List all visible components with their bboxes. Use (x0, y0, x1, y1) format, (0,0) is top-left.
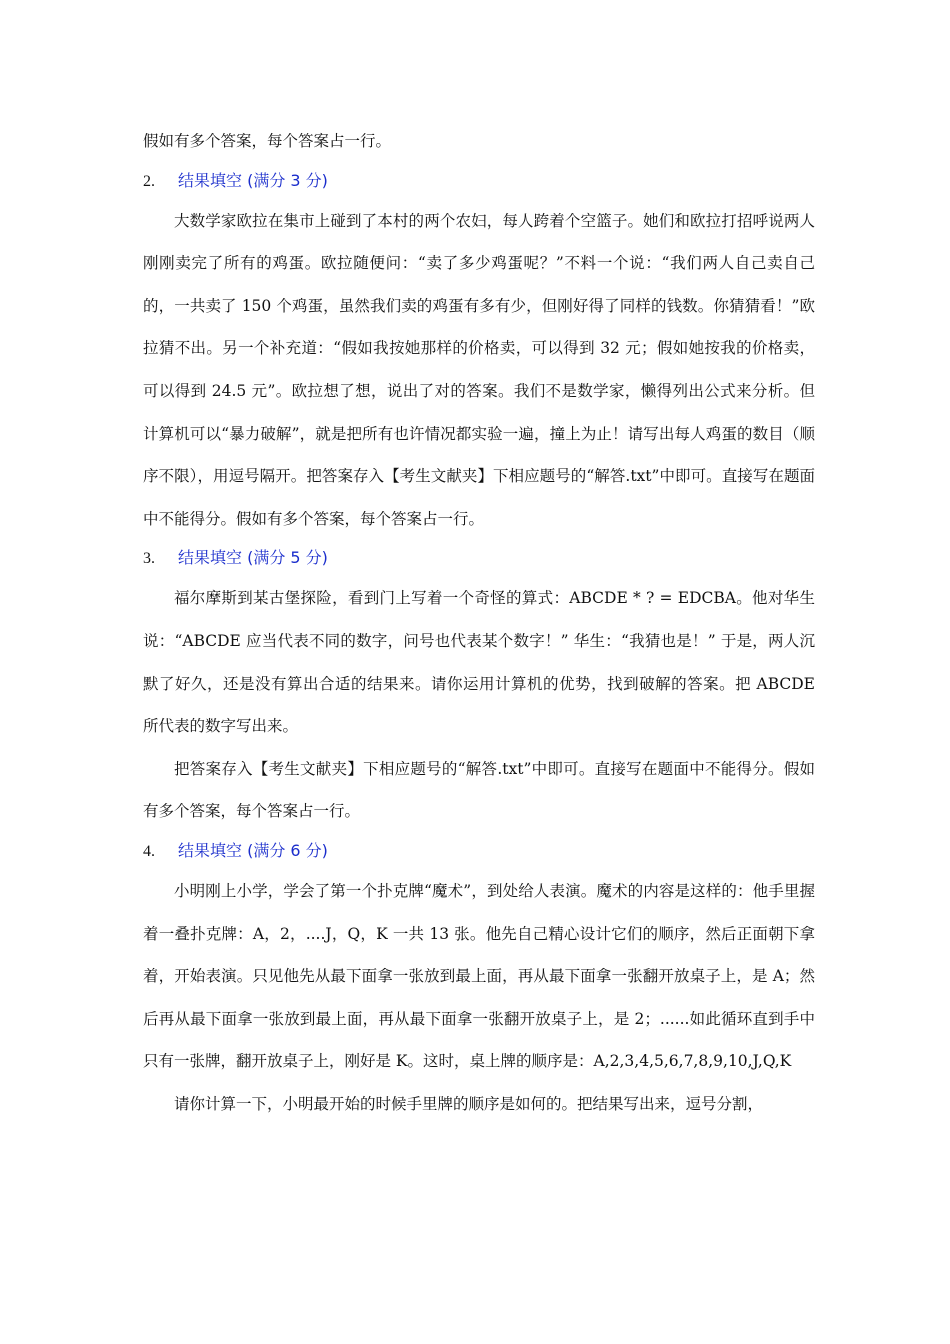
question-title: 结果填空 (满分 6 分) (178, 840, 328, 860)
question-3-heading (143, 540, 815, 577)
question-title: 结果填空 (满分 3 分) (178, 170, 328, 190)
question-title: 结果填空 (满分 5 分) (178, 548, 328, 568)
paragraph-intro-tail: 假如有多个答案，每个答案占一行。 (143, 132, 392, 150)
question-4-text: 小明刚上小学，学会了第一个扑克牌“魔术”，到处给人表演。魔术的内容是这样的：他手里握着一叠扑克牌：A，2，....J，Q，K 一共 13 张。他先自己精心设计它们的顺序，然后正面朝下拿着，开始表演。只见他先从最下面拿一张放到最上面，再从最下面拿一张翻开放桌子上，是 A；然后再从最下面拿一张放到最上面，再从最下面拿一张翻开放桌子上，是 2；......如此循环直到手中只有一张牌，翻开放桌子上，刚好是 K。这时，桌上牌的顺序是：A,2,3,4,5,6,7,8,9,10,J,Q,K (143, 881, 815, 1071)
question-3-instructions: 把答案存入【考生文献夹】下相应题号的“解答.txt”中即可。直接写在题面中不能得分。假如有多个答案，每个答案占一行。 (143, 759, 815, 821)
question-number: 3. (143, 550, 155, 568)
question-2-text: 大数学家欧拉在集市上碰到了本村的两个农妇，每人跨着个空篮子。她们和欧拉打招呼说两人刚刚卖完了所有的鸡蛋。欧拉随便问：“卖了多少鸡蛋呢？”不料一个说：“我们两人自己卖自己的，一共卖了 150 个鸡蛋，虽然我们卖的鸡蛋有多有少，但刚好得了同样的钱数。你猜猜看！”欧拉猜不出。另一个补充道：“假如我按她那样的价格卖，可以得到 32 元；假如她按我的价格卖，可以得到 24.5 元”。欧拉想了想，说出了对的答案。我们不是数学家，懒得列出公式来分析。但计算机可以“暴力破解”，就是把所有也许情况都实验一遍，撞上为止！请写出每人鸡蛋的数目（顺序不限），用逗号隔开。把答案存入【考生文献夹】下相应题号的“解答.txt”中即可。直接写在题面中不能得分。假如有多个答案，每个答案占一行。 (143, 211, 815, 528)
document-body (143, 120, 815, 1125)
question-3-text: 福尔摩斯到某古堡探险，看到门上写着一个奇怪的算式：ABCDE * ? = EDCBA。他对华生说：“ABCDE 应当代表不同的数字，问号也代表某个数字！” 华生：“我猜也是！” 于是，两人沉默了好久，还是没有算出合适的结果来。请你运用计算机的优势，找到破解的答案。把 ABCDE 所代表的数字写出来。 (143, 589, 815, 736)
question-2-heading (143, 163, 815, 200)
question-number: 2. (143, 172, 155, 190)
question-4-heading (143, 833, 815, 870)
question-number: 4. (143, 842, 155, 860)
question-4-instructions: 请你计算一下，小明最开始的时候手里牌的顺序是如何的。把结果写出来，逗号分割， (174, 1094, 764, 1113)
